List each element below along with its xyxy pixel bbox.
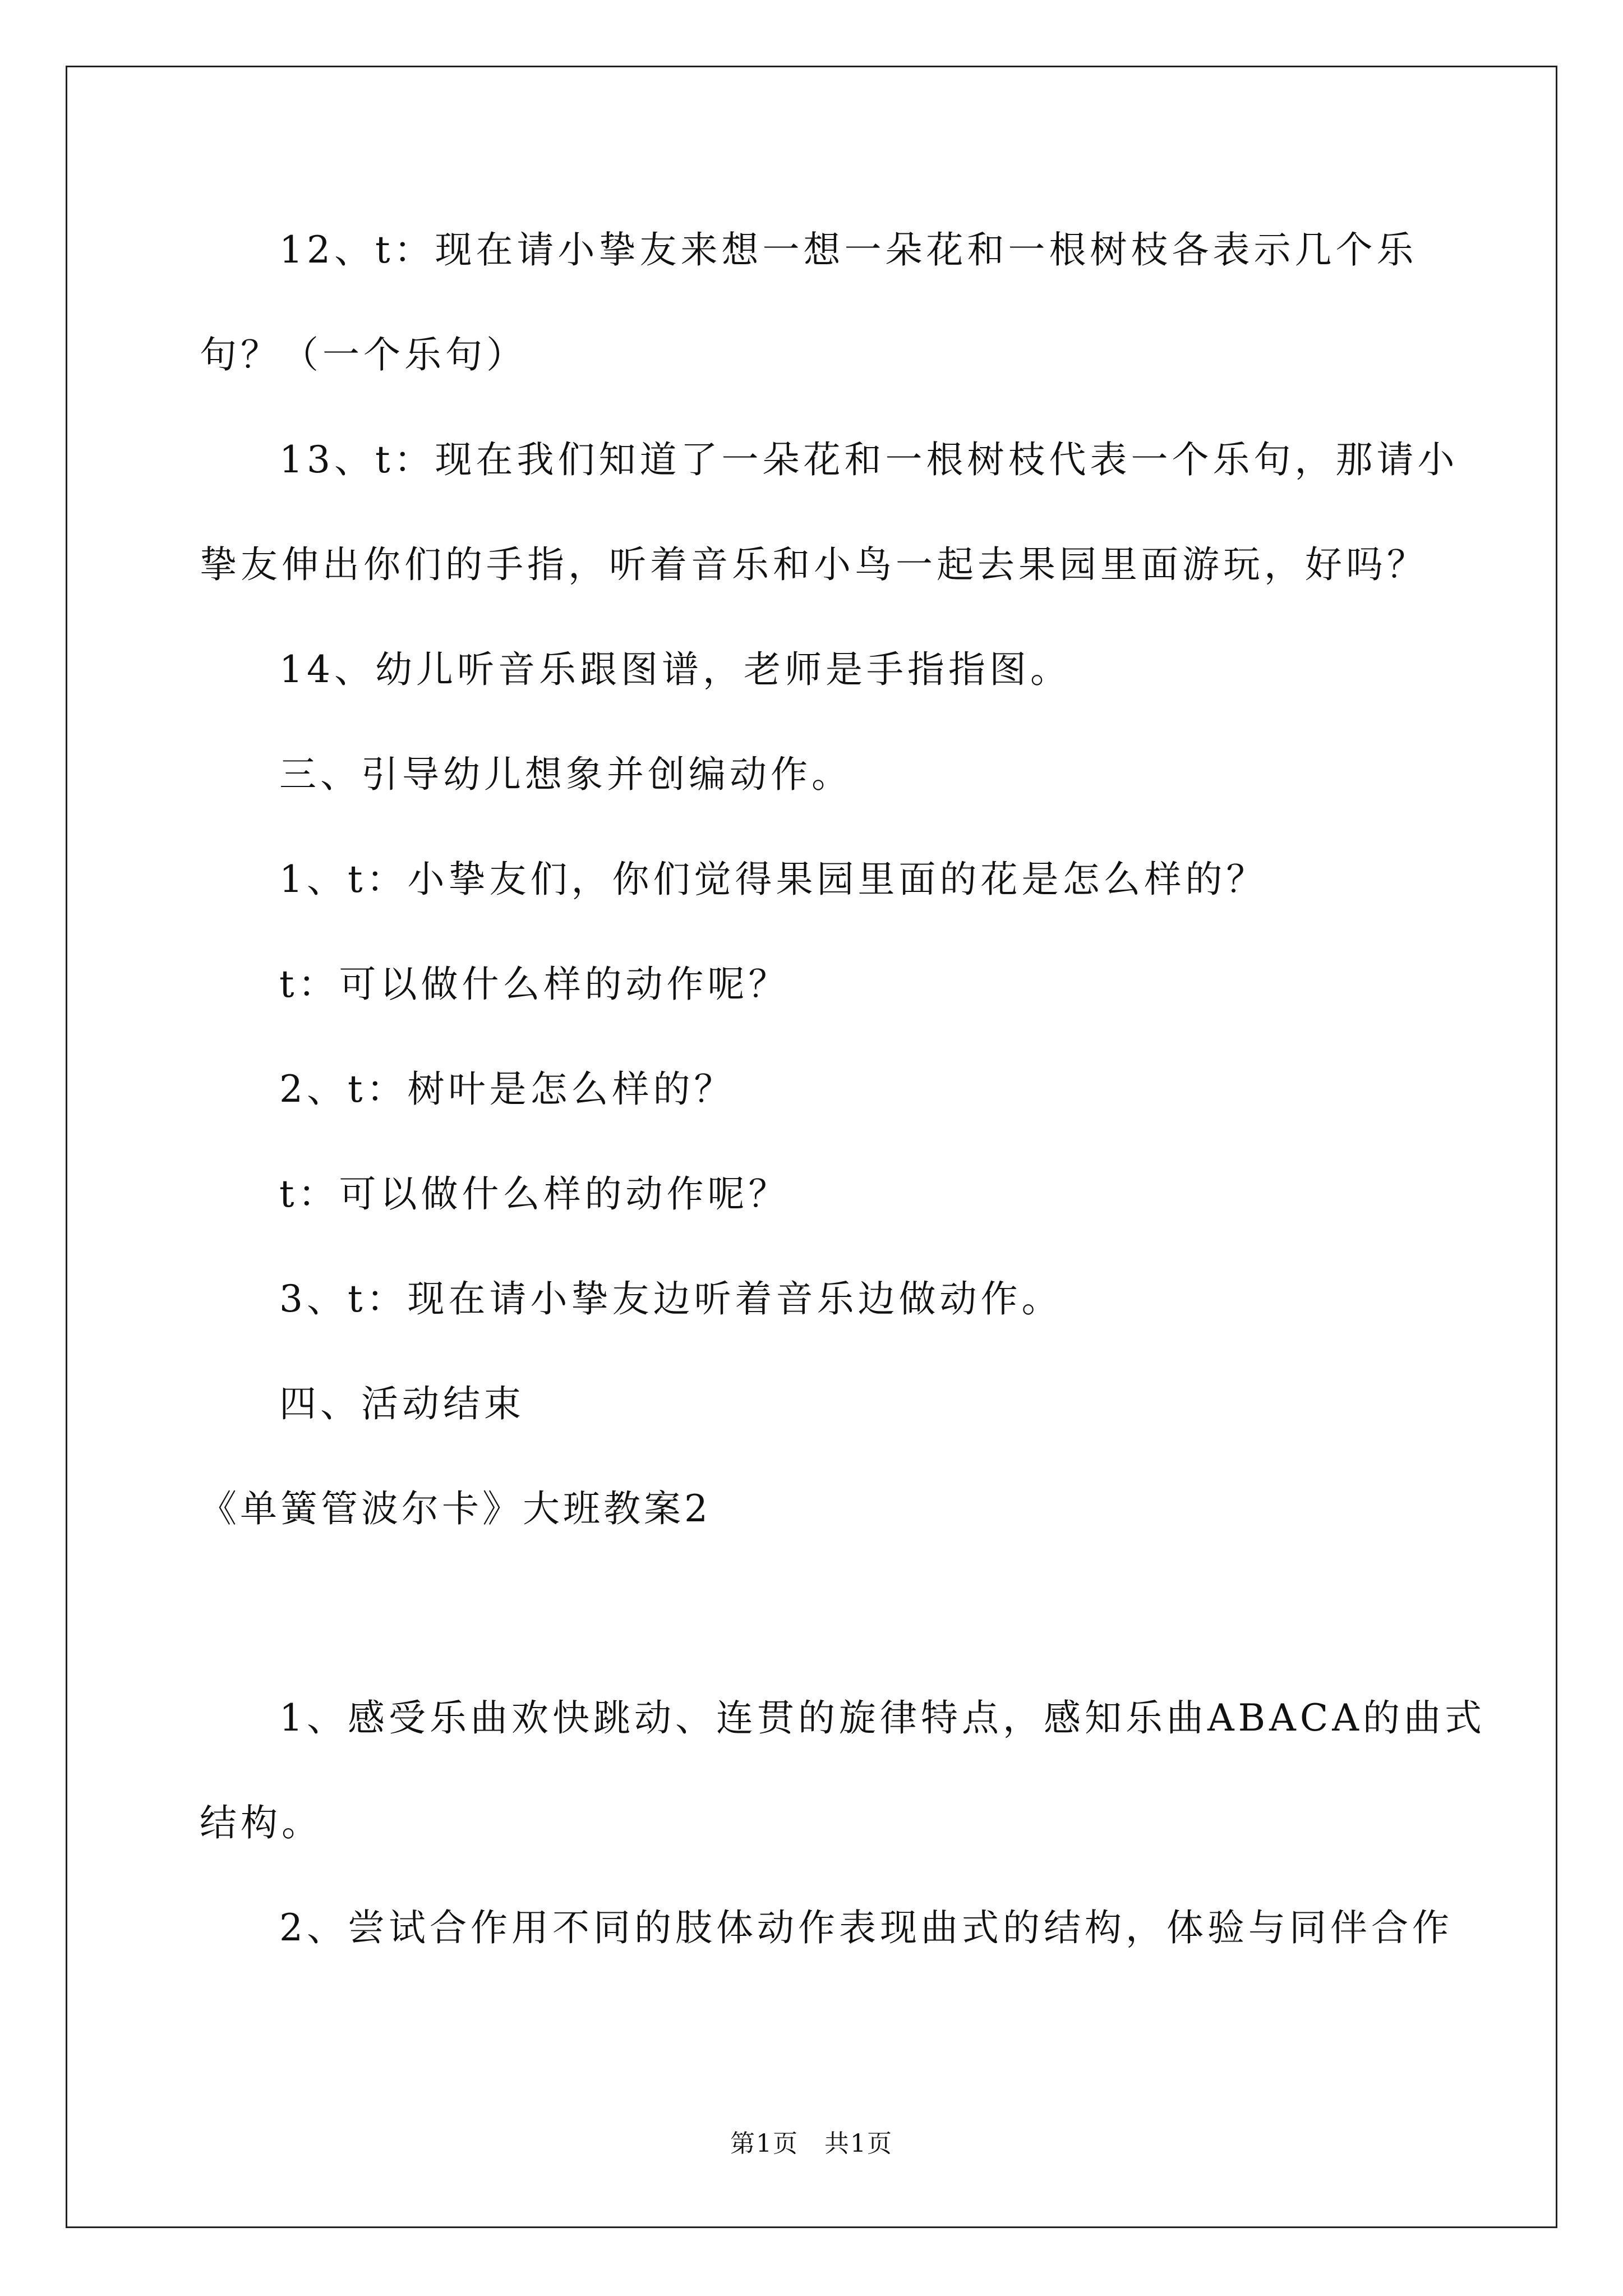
paragraph-14: 14、幼儿听音乐跟图谱，老师是手指指图。 [279,648,1071,691]
question-2: 2、t：树叶是怎么样的？ [279,1068,735,1111]
question-3: 3、t：现在请小挚友边听着音乐边做动作。 [279,1277,1063,1320]
objective-1-line-2: 结构。 [200,1801,322,1844]
paragraph-13-line-1: 13、t：现在我们知道了一朵花和一根树枝代表一个乐句，那请小 [279,438,1459,481]
section-title: 《单簧管波尔卡》大班教案2 [200,1487,711,1530]
paragraph-12-line-1: 12、t：现在请小挚友来想一想一朵花和一根树枝各表示几个乐 [279,228,1418,272]
question-1-followup: t：可以做什么样的动作呢？ [279,963,790,1006]
objective-1-line-1: 1、感受乐曲欢快跳动、连贯的旋律特点，感知乐曲ABACA的曲式 [279,1696,1486,1740]
page-border [66,66,1557,2228]
section-3-heading: 三、引导幼儿想象并创编动作。 [279,753,852,796]
section-4-heading: 四、活动结束 [279,1382,525,1425]
objective-2-line-1: 2、尝试合作用不同的肢体动作表现曲式的结构，体验与同伴合作 [279,1906,1453,1949]
page-footer: 第1页 共1页 [730,2129,893,2158]
question-1: 1、t：小挚友们，你们觉得果园里面的花是怎么样的？ [279,858,1267,901]
question-2-followup: t：可以做什么样的动作呢？ [279,1172,790,1216]
paragraph-13-line-2: 挚友伸出你们的手指，听着音乐和小鸟一起去果园里面游玩，好吗？ [200,543,1428,586]
paragraph-12-line-2: 句？（一个乐句） [200,333,527,376]
